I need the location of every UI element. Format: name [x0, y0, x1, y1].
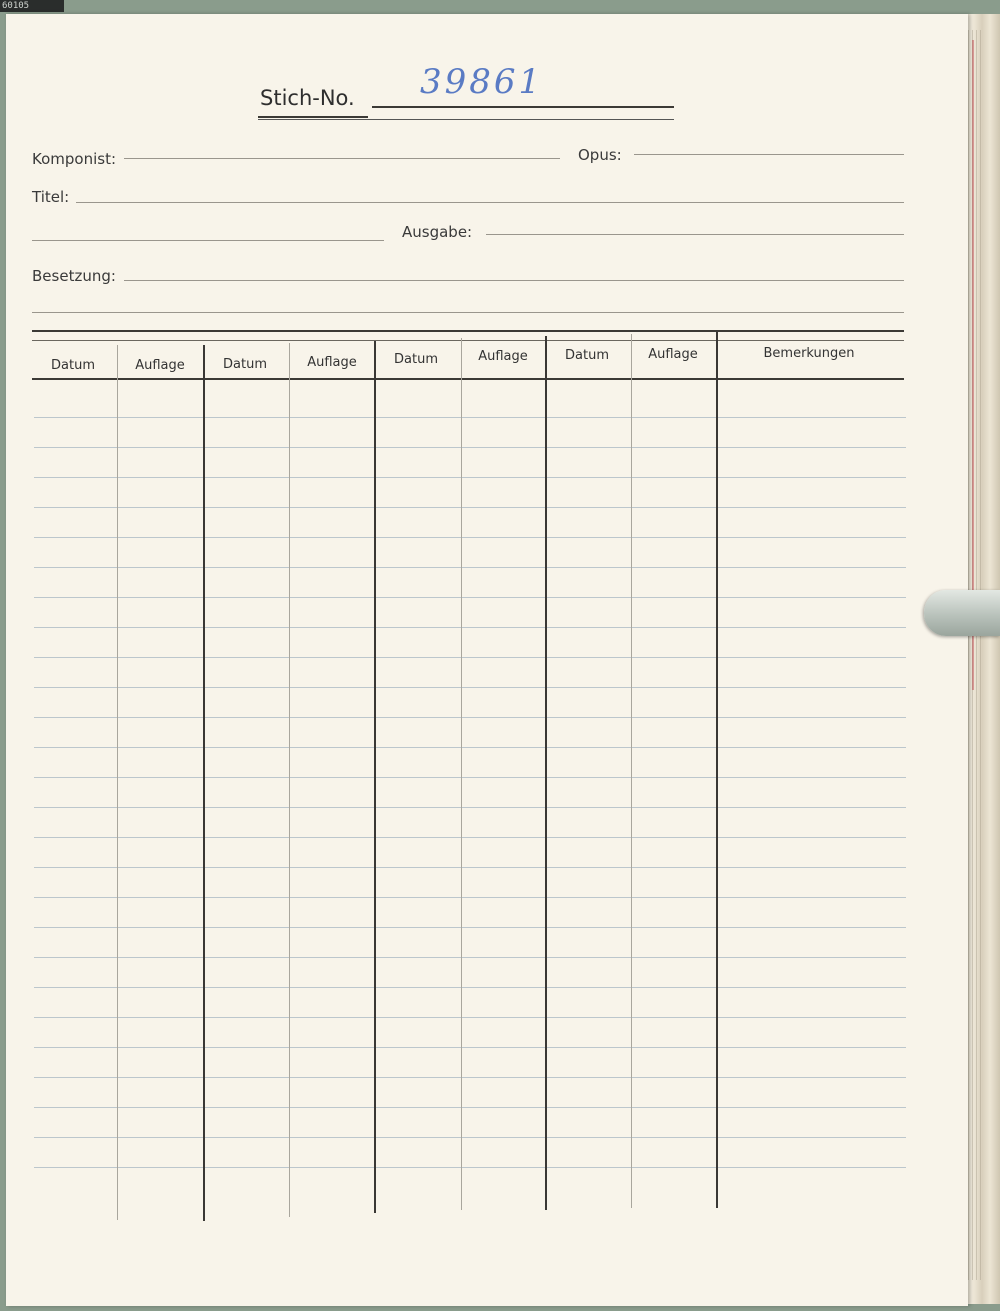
stich-no-double-line	[258, 119, 674, 120]
col-divider-7	[631, 334, 632, 1208]
table-top-rule	[32, 330, 904, 332]
titel-field-line-2[interactable]	[32, 240, 384, 241]
stich-no-label: Stich-No.	[260, 86, 355, 110]
col-divider-6	[545, 336, 547, 1210]
header-datum-2: Datum	[223, 357, 267, 372]
table-header-bottom-rule	[32, 378, 904, 380]
col-divider-1	[117, 345, 118, 1220]
stich-no-field-line	[372, 106, 674, 108]
header-datum-3: Datum	[394, 352, 438, 367]
ausgabe-field-line[interactable]	[486, 234, 904, 235]
header-datum-4: Datum	[565, 348, 609, 363]
stich-no-underline	[258, 116, 368, 118]
col-divider-4	[374, 341, 376, 1213]
stich-number-handwritten: 39861	[420, 62, 544, 102]
header-auflage-3: Auflage	[478, 349, 528, 364]
page-clip-tab[interactable]	[924, 590, 1000, 636]
komponist-field-line[interactable]	[124, 158, 560, 159]
komponist-label: Komponist:	[32, 150, 117, 168]
header-auflage-1: Auflage	[135, 358, 185, 373]
col-divider-5	[461, 338, 462, 1210]
opus-label: Opus:	[578, 146, 622, 164]
col-divider-3	[289, 343, 290, 1217]
header-auflage-2: Auflage	[307, 355, 357, 370]
titel-field-line[interactable]	[76, 202, 904, 203]
besetzung-field-line-2[interactable]	[32, 312, 904, 313]
opus-field-line[interactable]	[634, 154, 904, 155]
col-divider-8	[716, 332, 718, 1208]
col-divider-2	[203, 345, 205, 1221]
besetzung-label: Besetzung:	[32, 267, 116, 285]
table-header-top-rule	[32, 340, 904, 341]
titel-label: Titel:	[32, 188, 70, 206]
header-auflage-4: Auflage	[648, 347, 698, 362]
besetzung-field-line[interactable]	[124, 280, 904, 281]
archive-id-label: 60105	[0, 0, 64, 12]
header-bemerkungen: Bemerkungen	[763, 346, 855, 361]
table-ruled-rows[interactable]	[34, 388, 906, 1196]
ausgabe-label: Ausgabe:	[402, 223, 473, 241]
header-datum-1: Datum	[51, 358, 95, 373]
